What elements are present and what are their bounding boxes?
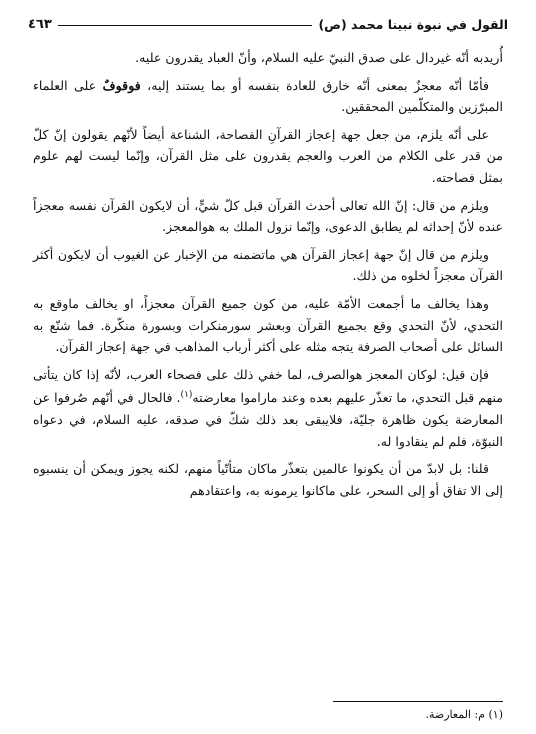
footnote: (١) م: المعارضة. [425,708,503,721]
paragraph [33,195,503,238]
paragraph-text: ويلزم من قال: إنّ الله تعالى أحدث القرآن قبل كلّ شيٍّ، أن لايكون القرآن نفسه معجزاً عنده لأنّ إحداثه لم يطابق الدعوى، وإنّما نزول الملك به هوالمعجز. [33,197,503,235]
page-header [28,13,508,35]
bold-term: فوقوفٌ [102,77,141,93]
paragraph-text: . فالحال في أنّهم صُرفوا عن المعارضة يكون ظاهرة جليّة، فلايبقى بعد ذلك شكّ في صدقه، عليه السلام، في دعواه النبوّة، فلم لم ينقادوا له. [33,390,503,449]
paragraph-text: ويلزم من قال إنّ جهة إعجاز القرآن هي ماتضمنه من الإخبار عن الغيوب أن لايكون أكثر القرآن معجزاً لخلوه من ذلك. [33,246,503,284]
running-title: القول في نبوة نبينا محمد (ص) [318,16,508,32]
paragraph-text: على أنّه يلزم، من جعل جهة إعجاز القرآنِ الفصاحة، الشناعة أيضاً لأنّهم يقولون إنّ كلّ من قدر على الكلام من العرب والعجم يقدرون على مثل القرآن، وإنّما ليست لهم علوم بمثل فصاحته. [33,126,503,185]
paragraph [33,458,503,501]
paragraph [33,75,503,118]
header-rule [58,25,313,26]
paragraph-text: على العلماء المبرّزين والمتكلّمين المحققين. [33,77,503,115]
paragraph [33,47,503,69]
paragraph-text: وهذا يخالف ما أجمعت الأمّة عليه، من كون جميع القرآن معجزاً، او يخالف ماوقع به التحدي، لأنّ التحدي وقع بجميع القرآن وبعشر سورمنكرات وبسورة منكّرة. فما شنّع به السائل على أصحاب الصرفة يتجه مثله على أكثر أرباب المذاهب في جهة إعجاز القرآن. [33,295,503,355]
paragraph-text: قلنا: بل لابدّ من أن يكونوا عالمين بتعذّر ماكان متأتّياً منهم، لكنه يجوز ويمكن أن ينسبوه إلى الا تفاق أو إلى السحر، على ماكانوا يرمونه به، واعتقادهم [33,461,503,498]
paragraph-text: أُريدبه أنّه غيردال على صدق النبيّ عليه السلام، وأنّ العباد يقدرون عليه. [135,50,503,65]
page-body [33,47,503,507]
paragraph [33,364,503,453]
paragraph [33,124,503,189]
paragraph-text: فأمّا أنّه معجزٌ بمعنى أنّه خارق للعادة بنفسه أو بما يستند إليه، [140,77,490,93]
footnote-ref: (١) [180,390,193,401]
paragraph-text: فإن قيل: لوكان المعجز هوالصرف، لما خفي ذلك على فصحاء العرب، لأنّه إذا كان يتأتى منهم قبل التحدي، ما تعذّر عليهم بعده وعند ماراموا معارضته [33,366,503,406]
paragraph [33,293,503,358]
page-number: ٤٦٣ [28,16,52,32]
paragraph [33,244,503,287]
footnote-rule [333,701,503,702]
